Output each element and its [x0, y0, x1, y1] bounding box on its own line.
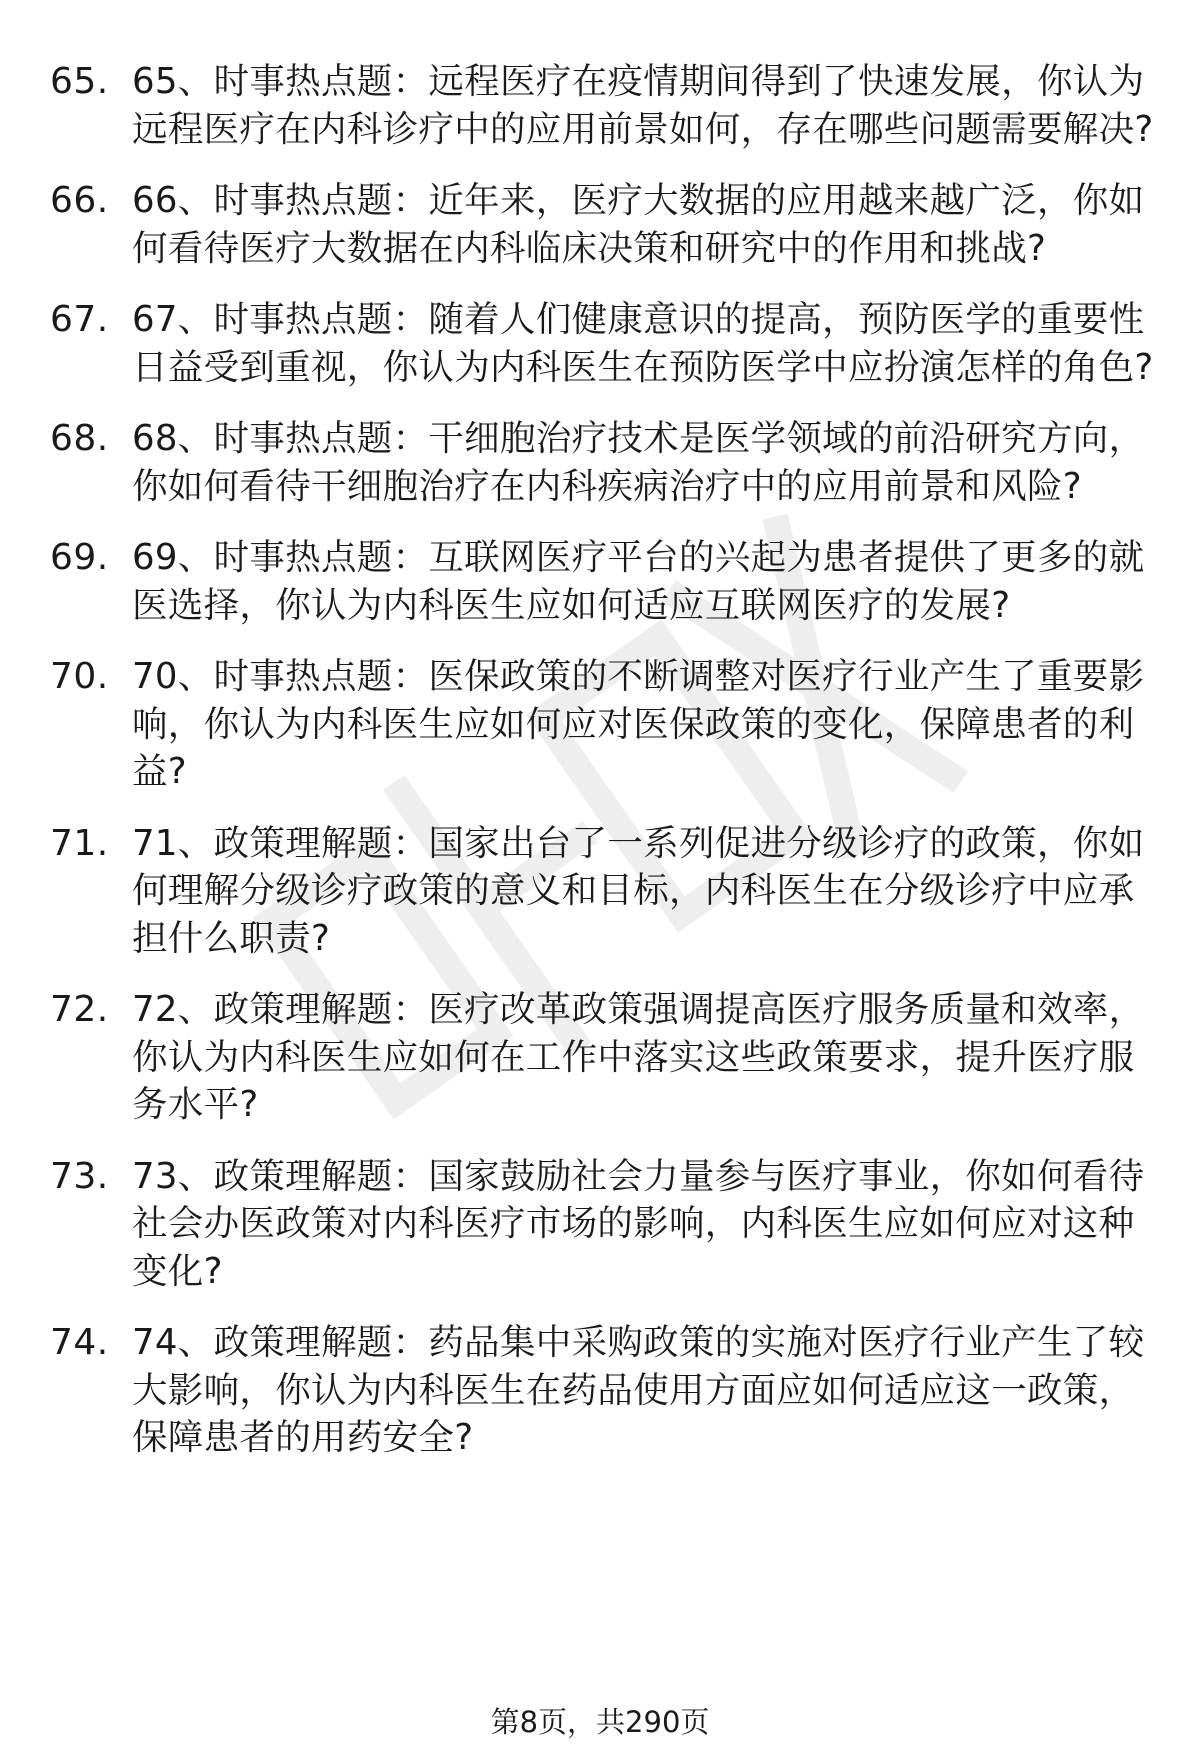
- question-text: 71、政策理解题：国家出台了一系列促进分级诊疗的政策，你如何理解分级诊疗政策的意义和目标，内科医生在分级诊疗中应承担什么职责?: [132, 822, 1145, 959]
- list-item: [50, 177, 1160, 272]
- list-item: [50, 820, 1160, 963]
- list-item: [50, 296, 1160, 391]
- list-item: [50, 415, 1160, 510]
- page-number-label: 第8页，共290页: [490, 1705, 710, 1739]
- list-item: [50, 534, 1160, 629]
- question-text: 69、时事热点题：互联网医疗平台的兴起为患者提供了更多的就医选择，你认为内科医生应如何适应互联网医疗的发展?: [132, 537, 1145, 626]
- question-list: [50, 58, 1160, 1486]
- question-text: 74、政策理解题：药品集中采购政策的实施对医疗行业产生了较大影响，你认为内科医生在药品使用方面应如何适应这一政策，保障患者的用药安全?: [132, 1322, 1145, 1458]
- question-number: 67.: [50, 299, 109, 340]
- question-number: 69.: [50, 537, 109, 578]
- question-number: 71.: [50, 822, 109, 864]
- list-item: [50, 986, 1160, 1129]
- question-number: 73.: [50, 1155, 109, 1197]
- list-item: [50, 653, 1160, 796]
- question-number: 65.: [50, 61, 109, 102]
- question-text: 65、时事热点题：远程医疗在疫情期间得到了快速发展，你认为远程医疗在内科诊疗中的应用前景如何，存在哪些问题需要解决?: [132, 61, 1154, 150]
- list-item: [50, 58, 1160, 153]
- list-item: [50, 1153, 1160, 1296]
- question-text: 73、政策理解题：国家鼓励社会力量参与医疗事业，你如何看待社会办医政策对内科医疗市场的影响，内科医生应如何应对这种变化?: [132, 1155, 1145, 1292]
- question-text: 67、时事热点题：随着人们健康意识的提高，预防医学的重要性日益受到重视，你认为内科医生在预防医学中应扮演怎样的角色?: [132, 299, 1154, 388]
- question-text: 66、时事热点题：近年来，医疗大数据的应用越来越广泛，你如何看待医疗大数据在内科临床决策和研究中的作用和挑战?: [132, 180, 1145, 269]
- question-number: 66.: [50, 180, 109, 221]
- list-item: [50, 1319, 1160, 1462]
- question-text: 72、政策理解题：医疗改革政策强调提高医疗服务质量和效率，你认为内科医生应如何在工作中落实这些政策要求，提升医疗服务水平?: [132, 989, 1145, 1125]
- question-number: 72.: [50, 989, 109, 1030]
- question-number: 74.: [50, 1322, 109, 1363]
- question-text: 68、时事热点题：干细胞治疗技术是医学领域的前沿研究方向，你如何看待干细胞治疗在内科疾病治疗中的应用前景和风险?: [132, 418, 1145, 507]
- question-text: 70、时事热点题：医保政策的不断调整对医疗行业产生了重要影响，你认为内科医生应如何应对医保政策的变化，保障患者的利益?: [132, 656, 1145, 792]
- question-number: 68.: [50, 418, 109, 459]
- question-number: 70.: [50, 656, 109, 697]
- page-footer: [0, 1702, 1200, 1742]
